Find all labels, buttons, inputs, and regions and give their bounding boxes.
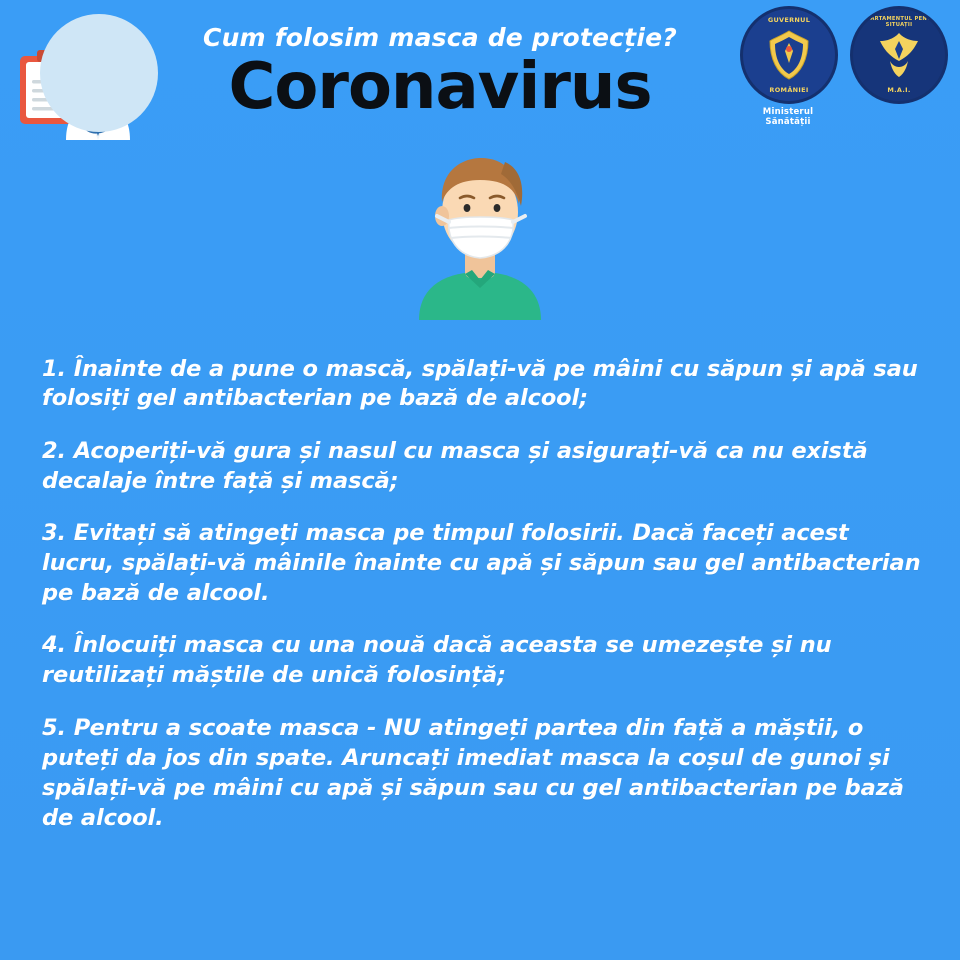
emblem-top-text: GUVERNUL [767,16,811,24]
step-item-4: 4. Înlocuiți masca cu una nouă dacă aceasta se umezește și nu reutilizați măștile de unică folosință; [42,632,832,689]
headline-block [150,10,730,124]
dsu-seal-icon [850,6,948,104]
emblem-group [740,6,946,127]
masked-person-illustration [385,140,575,320]
emblem-top-text: DEPARTAMENTUL PENTRU SITUAȚII [858,16,940,28]
doctor-circle-backdrop [40,14,158,132]
guvernul-romaniei-seal-icon [740,6,838,104]
emblem-bottom-text: M.A.I. [887,86,911,94]
eagle-emblem-icon [876,29,922,81]
step-item-5: 5. Pentru a scoate masca - NU atingeți partea din față a măștii, o puteți da jos din spate. Aruncați imediat masca la coșul de gunoi și spălați-vă pe mâini cu apă și săpun sau cu gel antibacterian pe bază de alcool. [42,714,904,831]
instruction-steps [42,332,924,833]
doctor-illustration [18,8,158,148]
step-item-3: 3. Evitați să atingeți masca pe timpul folosirii. Dacă faceți acest lucru, spălați-vă mâinile înainte cu apă și săpun sau gel antibacterian pe bază de alcool. [42,520,921,607]
poster-title: Coronavirus [228,49,652,124]
poster-subtitle: Cum folosim masca de protecție? [203,23,677,52]
step-item-2: 2. Acoperiți-vă gura și nasul cu masca și asigurați-vă ca nu există decalaje între față și mască; [42,437,868,494]
step-item-1: 1. Înainte de a pune o mască, spălați-vă pe mâini cu săpun și apă sau folosiți gel antibacterian pe bază de alcool; [42,355,918,412]
emblem-guvernul-romaniei [740,6,836,127]
romanian-coat-of-arms-icon [766,29,812,81]
poster-header [0,0,960,150]
emblem-bottom-text: ROMÂNIEI [769,86,809,94]
emblem-departamentul-situatii-urgenta [850,6,946,107]
person-with-mask-icon [385,140,575,320]
emblem-caption: Ministerul Sănătății [762,107,814,127]
